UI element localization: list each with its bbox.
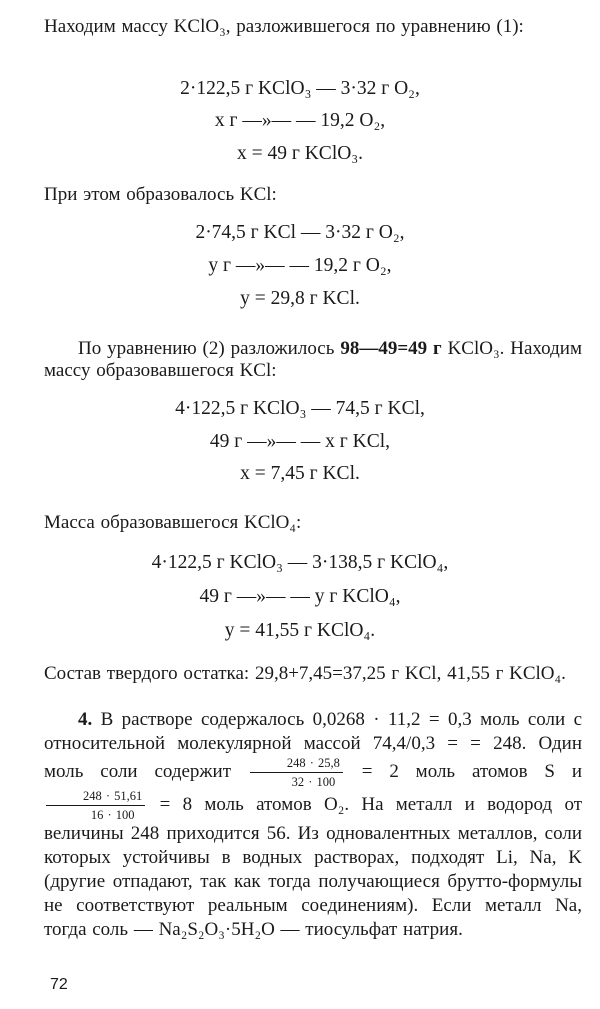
fraction-sulfur xyxy=(250,756,343,789)
fraction-sulfur-denominator: 32 · 100 xyxy=(291,775,336,789)
paragraph-kclo4-mass: Масса образовавшегося KClO₄: xyxy=(44,512,302,533)
fraction-oxygen-numerator: 248 · 51,61 xyxy=(46,789,145,806)
fraction-sulfur-numerator: 248 · 25,8 xyxy=(250,756,343,773)
equation-line-2-2: y г —»— — 19,2 г O₂, xyxy=(208,255,392,276)
para3-bold-value: 98—49=49 г xyxy=(340,338,442,359)
problem-4-text-1: В растворе содержалось 0,0268 · 11,2 = 0,3 моль соли с относительной молекулярной массой 74,4/0,3 = = 248. Один моль соли содержит xyxy=(44,709,582,782)
equation-line-4-1: 4·122,5 г KClO₃ — 3·138,5 г KClO₄, xyxy=(151,552,449,573)
equation-line-4-2: 49 г —»— — y г KClO₄, xyxy=(199,586,401,607)
equation-line-3-2: 49 г —»— — x г KCl, xyxy=(209,431,391,452)
equation-line-2-3: y = 29,8 г KCl. xyxy=(240,288,360,309)
para3-text-before: По уравнению (2) разложилось xyxy=(78,338,341,359)
para3-text-after: KClO₃. Находим массу образовавшегося KCl: xyxy=(44,338,582,381)
paragraph-solid-residue: Состав твердого остатка: 29,8+7,45=37,25 г KCl, 41,55 г KClO₄. xyxy=(44,663,566,684)
equation-line-3-3: x = 7,45 г KCl. xyxy=(240,463,360,484)
paragraph-kclo3-mass: Находим массу KClO₃, разложившегося по уравнению (1): xyxy=(44,16,524,37)
fraction-oxygen-denominator: 16 · 100 xyxy=(90,808,135,822)
paragraph-kcl-formed: При этом образовалось KCl: xyxy=(44,184,277,205)
equation-line-3-1: 4·122,5 г KClO₃ — 74,5 г KCl, xyxy=(175,398,425,419)
paragraph-problem-4 xyxy=(44,708,582,942)
problem-4-text-2: = 2 моль атомов S и xyxy=(344,760,582,782)
equation-line-2-1: 2·74,5 г KCl — 3·32 г O₂, xyxy=(195,222,405,243)
fraction-oxygen xyxy=(46,789,145,822)
equation-line-1-1: 2·122,5 г KClO₃ — 3·32 г O₂, xyxy=(180,78,420,99)
problem-number: 4. xyxy=(78,709,93,730)
equation-line-1-3: x = 49 г KClO₃. xyxy=(236,143,363,164)
equation-line-1-2: x г —»— — 19,2 O₂, xyxy=(214,110,386,131)
paragraph-equation-2 xyxy=(44,338,582,382)
problem-4-text-3: = 8 моль атомов O₂. На металл и водород от величины 248 приходится 56. Из одновалентных металлов, соли которых устойчивы в водных растворах, подходят Li, Na, K (другие отпадают, так как тогда получающиеся брутто-формулы не соответствуют реальным соединениям). Если металл Na, тогда соль — Na₂S₂O₃·5H₂O — тиосульфат натрия. xyxy=(44,793,582,940)
equation-line-4-3: y = 41,55 г KClO₄. xyxy=(224,620,376,641)
page-number: 72 xyxy=(50,976,68,993)
